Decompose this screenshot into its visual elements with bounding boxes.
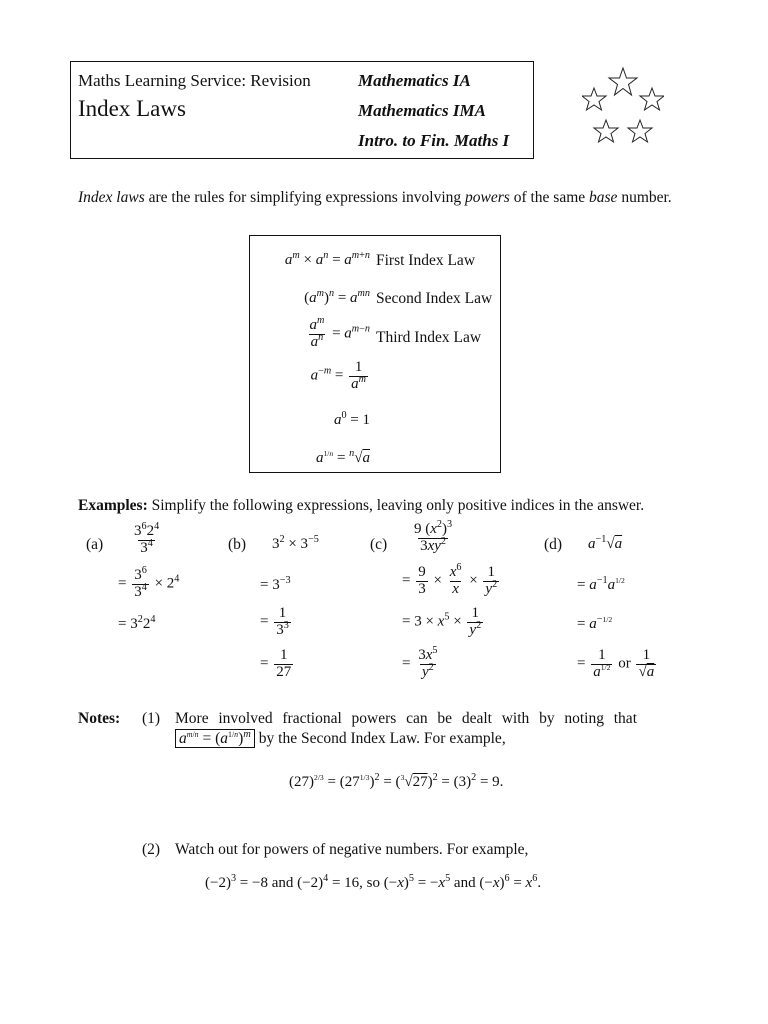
example-c-step-2: = $3 \times x^5$ × $\frac{1}{y^2}$: [402, 605, 482, 638]
example-c-label: (c): [370, 536, 388, 553]
note-1-text-2: by the Second Index Law. For example,: [258, 730, 506, 747]
note-2-text: Watch out for powers of negative numbers. For example,: [175, 841, 529, 858]
course-mathematics-ia: Mathematics IA: [358, 71, 471, 90]
example-b-label: (b): [228, 536, 247, 553]
examples-instruction: Simplify the following expressions, leaving only positive indices in the answer.: [147, 497, 645, 514]
notes-heading: Notes:: [78, 710, 121, 727]
note-2-so: , so: [359, 875, 384, 891]
example-a-label: (a): [86, 536, 104, 553]
zero-index-law: $a^0 = 1$: [333, 410, 370, 428]
boxed-fractional-identity: $a^{m/n} = (a^{1/n})^m$: [175, 729, 255, 748]
note-2-example: $(-2)^3 = -8$ and $(-2)^4 = 16$, so $(-x)^5 = -x^5$ and $(-x)^6 = x^6$.: [205, 873, 542, 891]
example-c-question: $\frac{9 (x^2)^3}{3xy^2}$: [414, 519, 453, 554]
term-index-laws: Index laws: [78, 189, 145, 206]
example-d-step-3: = $\frac{1}{a^{1/2}}$ or $\frac{1}{√a}$: [577, 647, 655, 680]
page-title: Index Laws: [78, 96, 186, 121]
example-d-label: (d): [544, 536, 563, 553]
second-law-formula: $(a^m)^n = a^{mn}$: [304, 288, 370, 306]
fractional-index-law: $a^{1/n} = ^n√a$: [315, 448, 370, 466]
example-a-question: $\frac{3^62^4}{3^4}$: [134, 521, 160, 556]
index-laws-box: [249, 235, 501, 473]
stars-logo-icon: [582, 66, 664, 150]
example-c-step-3: = $\frac{3x^5}{y^2}$: [402, 645, 438, 680]
note-1-line-2: [175, 730, 506, 748]
example-b-step-1: = $3^{-3}$: [260, 575, 291, 593]
negative-index-law: $a^{-m}$ = $\frac{1}{a^m}$: [310, 359, 366, 392]
term-powers: powers: [465, 189, 510, 206]
intro-text-3: number.: [617, 189, 672, 206]
note-1-example: $(27)^{2/3} = (27^{1/3})^2 = (^3√27)^2 = (3)^2 = 9$.: [289, 772, 504, 790]
note-1-label: (1): [142, 710, 161, 727]
example-d-step-1: = $a^{-1}a^{1/2}$: [577, 575, 625, 593]
example-b-question: $3^2 \times 3^{-5}$: [272, 534, 319, 552]
note-1-text: More involved fractional powers can be dealt with by noting that: [175, 710, 637, 727]
course-intro-fin-maths: Intro. to Fin. Maths I: [358, 131, 510, 150]
note-2-and-2: and: [450, 875, 480, 891]
example-d-question: $a^{-1}√a$: [588, 534, 623, 552]
intro-text-1: are the rules for simplifying expressions involving: [144, 189, 466, 206]
intro-paragraph: [78, 189, 718, 207]
third-law-name: Third Index Law: [376, 329, 482, 346]
term-base: base: [589, 189, 618, 206]
third-law-formula: $\frac{a^m}{a^n}$ = $a^{m-n}$: [309, 315, 370, 350]
example-d-step-2: = $a^{-1/2}$: [577, 614, 613, 632]
first-law-formula: $a^m \times a^n = a^{m+n}$: [284, 250, 370, 268]
note-2-label: (2): [142, 841, 161, 858]
service-name: Maths Learning Service: Revision: [78, 71, 311, 90]
second-law-name: Second Index Law: [376, 290, 493, 307]
intro-text-2: of the same: [509, 189, 590, 206]
examples-label: Examples:: [78, 497, 148, 514]
example-a-step-2: = $3^22^4$: [118, 614, 156, 632]
course-mathematics-ima: Mathematics IMA: [358, 101, 486, 120]
note-2-and-1: and: [267, 875, 298, 891]
example-b-step-3: = $\frac{1}{27}$: [260, 647, 292, 680]
example-b-step-2: = $\frac{1}{3^3}$: [260, 605, 289, 638]
examples-heading: [78, 497, 644, 515]
example-a-step-1: = $\frac{3^6}{3^4}$ × $2^4$: [118, 565, 180, 600]
example-c-step-1: = $\frac{9}{3}$ × $\frac{x^6}{x}$ × $\frac{1}{y^2}$: [402, 562, 498, 597]
first-law-name: First Index Law: [376, 252, 476, 269]
